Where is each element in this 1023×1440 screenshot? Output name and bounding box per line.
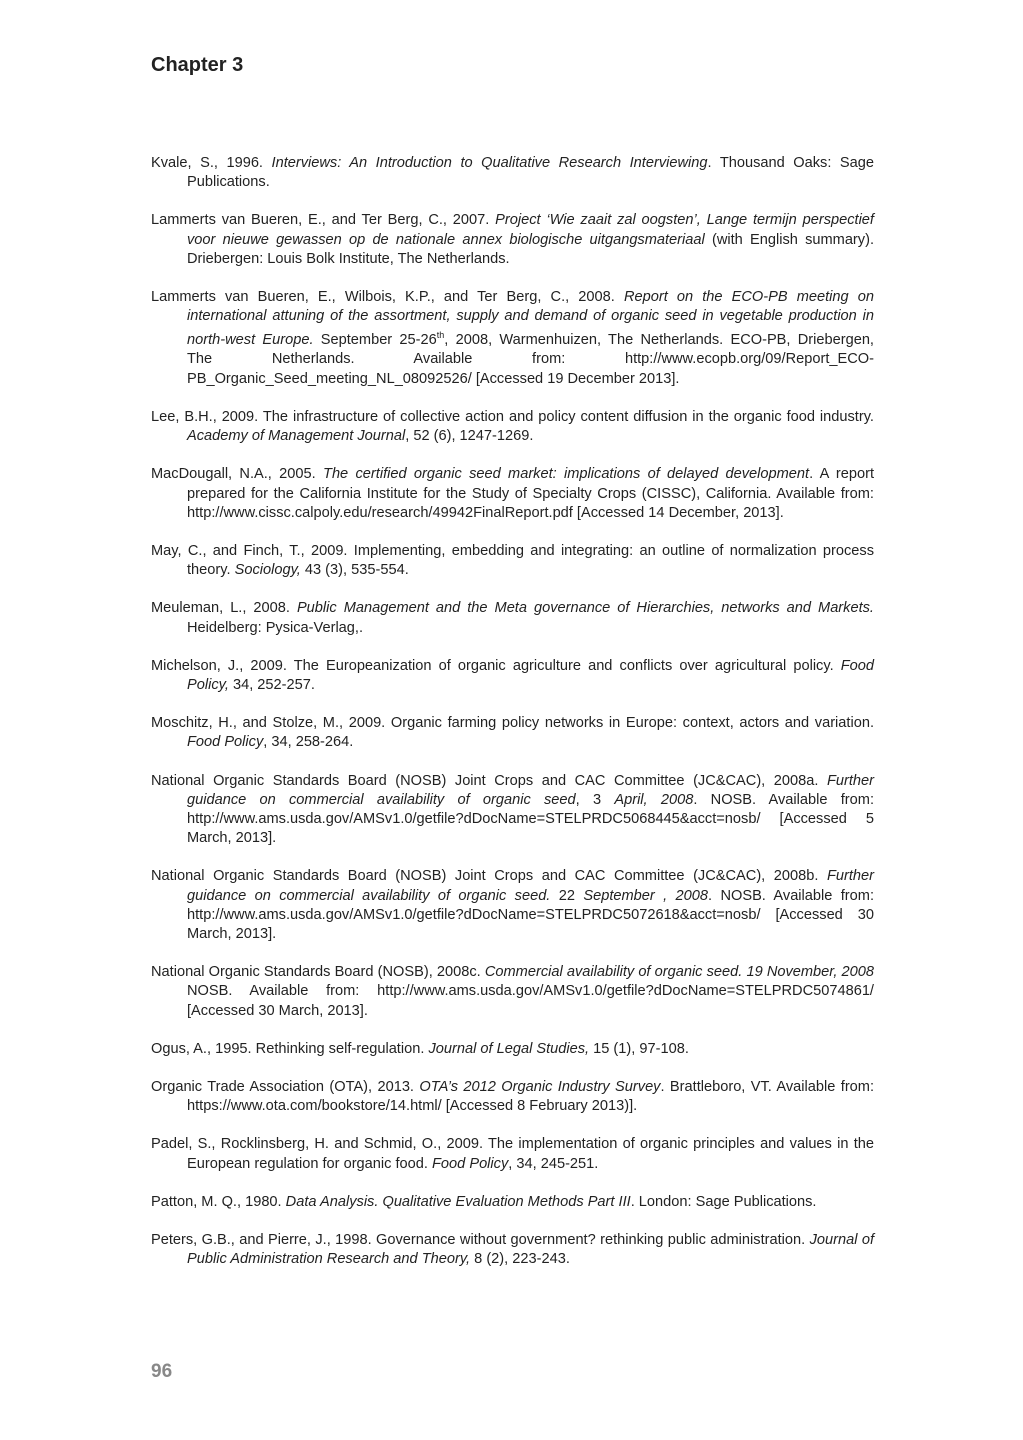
reference-entry — [151, 1231, 874, 1269]
reference-text: . London: Sage Publications. — [630, 1193, 817, 1210]
reference-text: . Brattleboro, VT. Available from: https://www.ota.com/bookstore/14.html/ [Accessed 8 February 2013)]. — [187, 1078, 875, 1115]
reference-title-text: Sociology, — [234, 562, 301, 579]
reference-entry — [151, 288, 874, 389]
reference-title-text: Journal of Public Administration Research and Theory, — [187, 1231, 874, 1268]
reference-title-text: OTA’s 2012 Organic Industry Survey — [419, 1078, 661, 1095]
reference-title-text: Further guidance on commercial availability of organic seed — [187, 772, 874, 808]
reference-entry — [151, 657, 874, 695]
reference-entry — [151, 1193, 874, 1212]
reference-title-text: Project ‘Wie zaait zal oogsten’, Lange termijn perspectief voor nieuwe gewassen op de nationale annex biologische uitgangsmateriaal — [187, 212, 874, 248]
reference-text: Moschitz, H., and Stolze, M., 2009. Organic farming policy networks in Europe: context, actors and variation. — [151, 715, 874, 732]
reference-text: MacDougall, N.A., 2005. — [151, 466, 324, 483]
reference-entry — [151, 1135, 874, 1173]
reference-entry — [151, 1078, 874, 1116]
reference-text: National Organic Standards Board (NOSB), 2008c. — [151, 964, 485, 981]
reference-entry — [151, 963, 874, 1021]
reference-entry — [151, 599, 874, 637]
reference-text: (with English summary). Driebergen: Louis Bolk Institute, The Netherlands. — [187, 231, 875, 267]
reference-title-text: Commercial availability of organic seed. 19 November, 2008 — [484, 964, 874, 981]
reference-entry — [151, 867, 874, 944]
reference-title-text: Data Analysis. Qualitative Evaluation Methods Part III — [285, 1193, 631, 1210]
reference-title-text: Academy of Management Journal — [187, 428, 406, 445]
reference-text: Meuleman, L., 2008. — [151, 600, 297, 617]
reference-text: Lammerts van Bueren, E., and Ter Berg, C., 2007. — [151, 212, 496, 229]
reference-title-text: Further guidance on commercial availability of organic seed. — [187, 868, 874, 904]
reference-text: , 34, 258-264. — [263, 734, 354, 751]
reference-text: 34, 252-257. — [228, 676, 315, 693]
reference-text: National Organic Standards Board (NOSB) Joint Crops and CAC Committee (JC&CAC), 2008a. — [151, 772, 827, 789]
reference-text: Padel, S., Rocklinsberg, H. and Schmid, O., 2009. The implementation of organic principles and values in the European regulation for organic food. — [151, 1136, 874, 1172]
reference-text: September 25-26 — [313, 332, 437, 349]
reference-text: , 3 — [575, 791, 615, 808]
reference-title-text: April, 2008 — [614, 791, 694, 808]
reference-text: 8 (2), 223-243. — [470, 1251, 570, 1268]
reference-text: . NOSB. Available from: http://www.ams.usda.gov/AMSv1.0/getfile?dDocName=STELPRDC5072618&acct=nosb/ [Accessed 30 March, 2013]. — [187, 887, 874, 942]
superscript-text: th — [436, 330, 445, 341]
reference-text: May, C., and Finch, T., 2009. Implementing, embedding and integrating: an outline of normalization process theory. — [151, 542, 874, 579]
reference-text: 43 (3), 535-554. — [300, 562, 409, 579]
reference-entry — [151, 211, 874, 269]
reference-text: , 2008, Warmenhuizen, The Netherlands. ECO-PB, Driebergen, The Netherlands. Available from: http://www.ecopb.org/09/Report_ECO-PB_Organic_Seed_meeting_NL_08092526/ [Accessed 19 December 2013]. — [187, 332, 874, 387]
chapter-heading: Chapter 3 — [151, 54, 244, 76]
reference-text: Ogus, A., 1995. Rethinking self-regulation. — [151, 1040, 429, 1057]
reference-entry — [151, 714, 874, 752]
page-number: 96 — [151, 1361, 173, 1382]
reference-text: , 52 (6), 1247-1269. — [405, 428, 534, 445]
reference-text: Kvale, S., 1996. — [151, 155, 272, 171]
reference-list — [151, 154, 874, 1288]
reference-text: Patton, M. Q., 1980. — [151, 1193, 286, 1210]
reference-text: , 34, 245-251. — [508, 1155, 599, 1172]
reference-entry — [151, 1040, 874, 1059]
reference-text: Peters, G.B., and Pierre, J., 1998. Governance without government? rethinking public administration. — [151, 1231, 810, 1248]
reference-title-text: Interviews: An Introduction to Qualitative Research Interviewing — [271, 155, 708, 171]
reference-entry — [151, 154, 874, 192]
reference-text: Lammerts van Bueren, E., Wilbois, K.P., and Ter Berg, C., 2008. — [151, 289, 624, 306]
reference-entry — [151, 408, 874, 446]
reference-text: Organic Trade Association (OTA), 2013. — [151, 1078, 420, 1095]
reference-entry — [151, 542, 874, 580]
reference-title-text: September , 2008 — [583, 887, 709, 904]
reference-text: . Thousand Oaks: Sage Publications. — [187, 155, 874, 191]
reference-title-text: The certified organic seed market: implications of delayed development — [323, 466, 810, 483]
reference-title-text: Food Policy, — [187, 657, 874, 693]
reference-title-text: Journal of Legal Studies, — [428, 1040, 590, 1057]
reference-text: NOSB. Available from: http://www.ams.usda.gov/AMSv1.0/getfile?dDocName=STELPRDC5074861/ [Accessed 30 March, 2013]. — [187, 983, 874, 1019]
reference-text: National Organic Standards Board (NOSB) Joint Crops and CAC Committee (JC&CAC), 2008b. — [151, 868, 827, 885]
reference-text: 22 — [550, 887, 584, 904]
reference-title-text: Report on the ECO-PB meeting on international attuning of the assortment, supply and demand of organic seed in vegetable production in north-west Europe. — [187, 289, 875, 349]
reference-text: Lee, B.H., 2009. The infrastructure of collective action and policy content diffusion in the organic food industry. — [151, 408, 874, 425]
reference-title-text: Food Policy — [432, 1155, 509, 1172]
reference-text: 15 (1), 97-108. — [589, 1040, 689, 1057]
reference-text: . NOSB. Available from: http://www.ams.usda.gov/AMSv1.0/getfile?dDocName=STELPRDC5068445&acct=nosb/ [Accessed 5 March, 2013]. — [187, 791, 874, 847]
reference-text: Heidelberg: Pysica-Verlag,. — [187, 619, 364, 636]
reference-text: Michelson, J., 2009. The Europeanization of organic agriculture and conflicts over agricultural policy. — [151, 657, 841, 674]
reference-text: . A report prepared for the California Institute for the Study of Specialty Crops (CISSC), California. Available from: http://www.cissc.calpoly.edu/research/49942FinalReport.pdf [Accessed 14 December, 2013]. — [187, 466, 875, 521]
reference-entry — [151, 465, 874, 523]
reference-title-text: Food Policy — [187, 734, 264, 751]
reference-entry — [151, 772, 874, 849]
reference-title-text: Public Management and the Meta governance of Hierarchies, networks and Markets. — [296, 600, 874, 617]
